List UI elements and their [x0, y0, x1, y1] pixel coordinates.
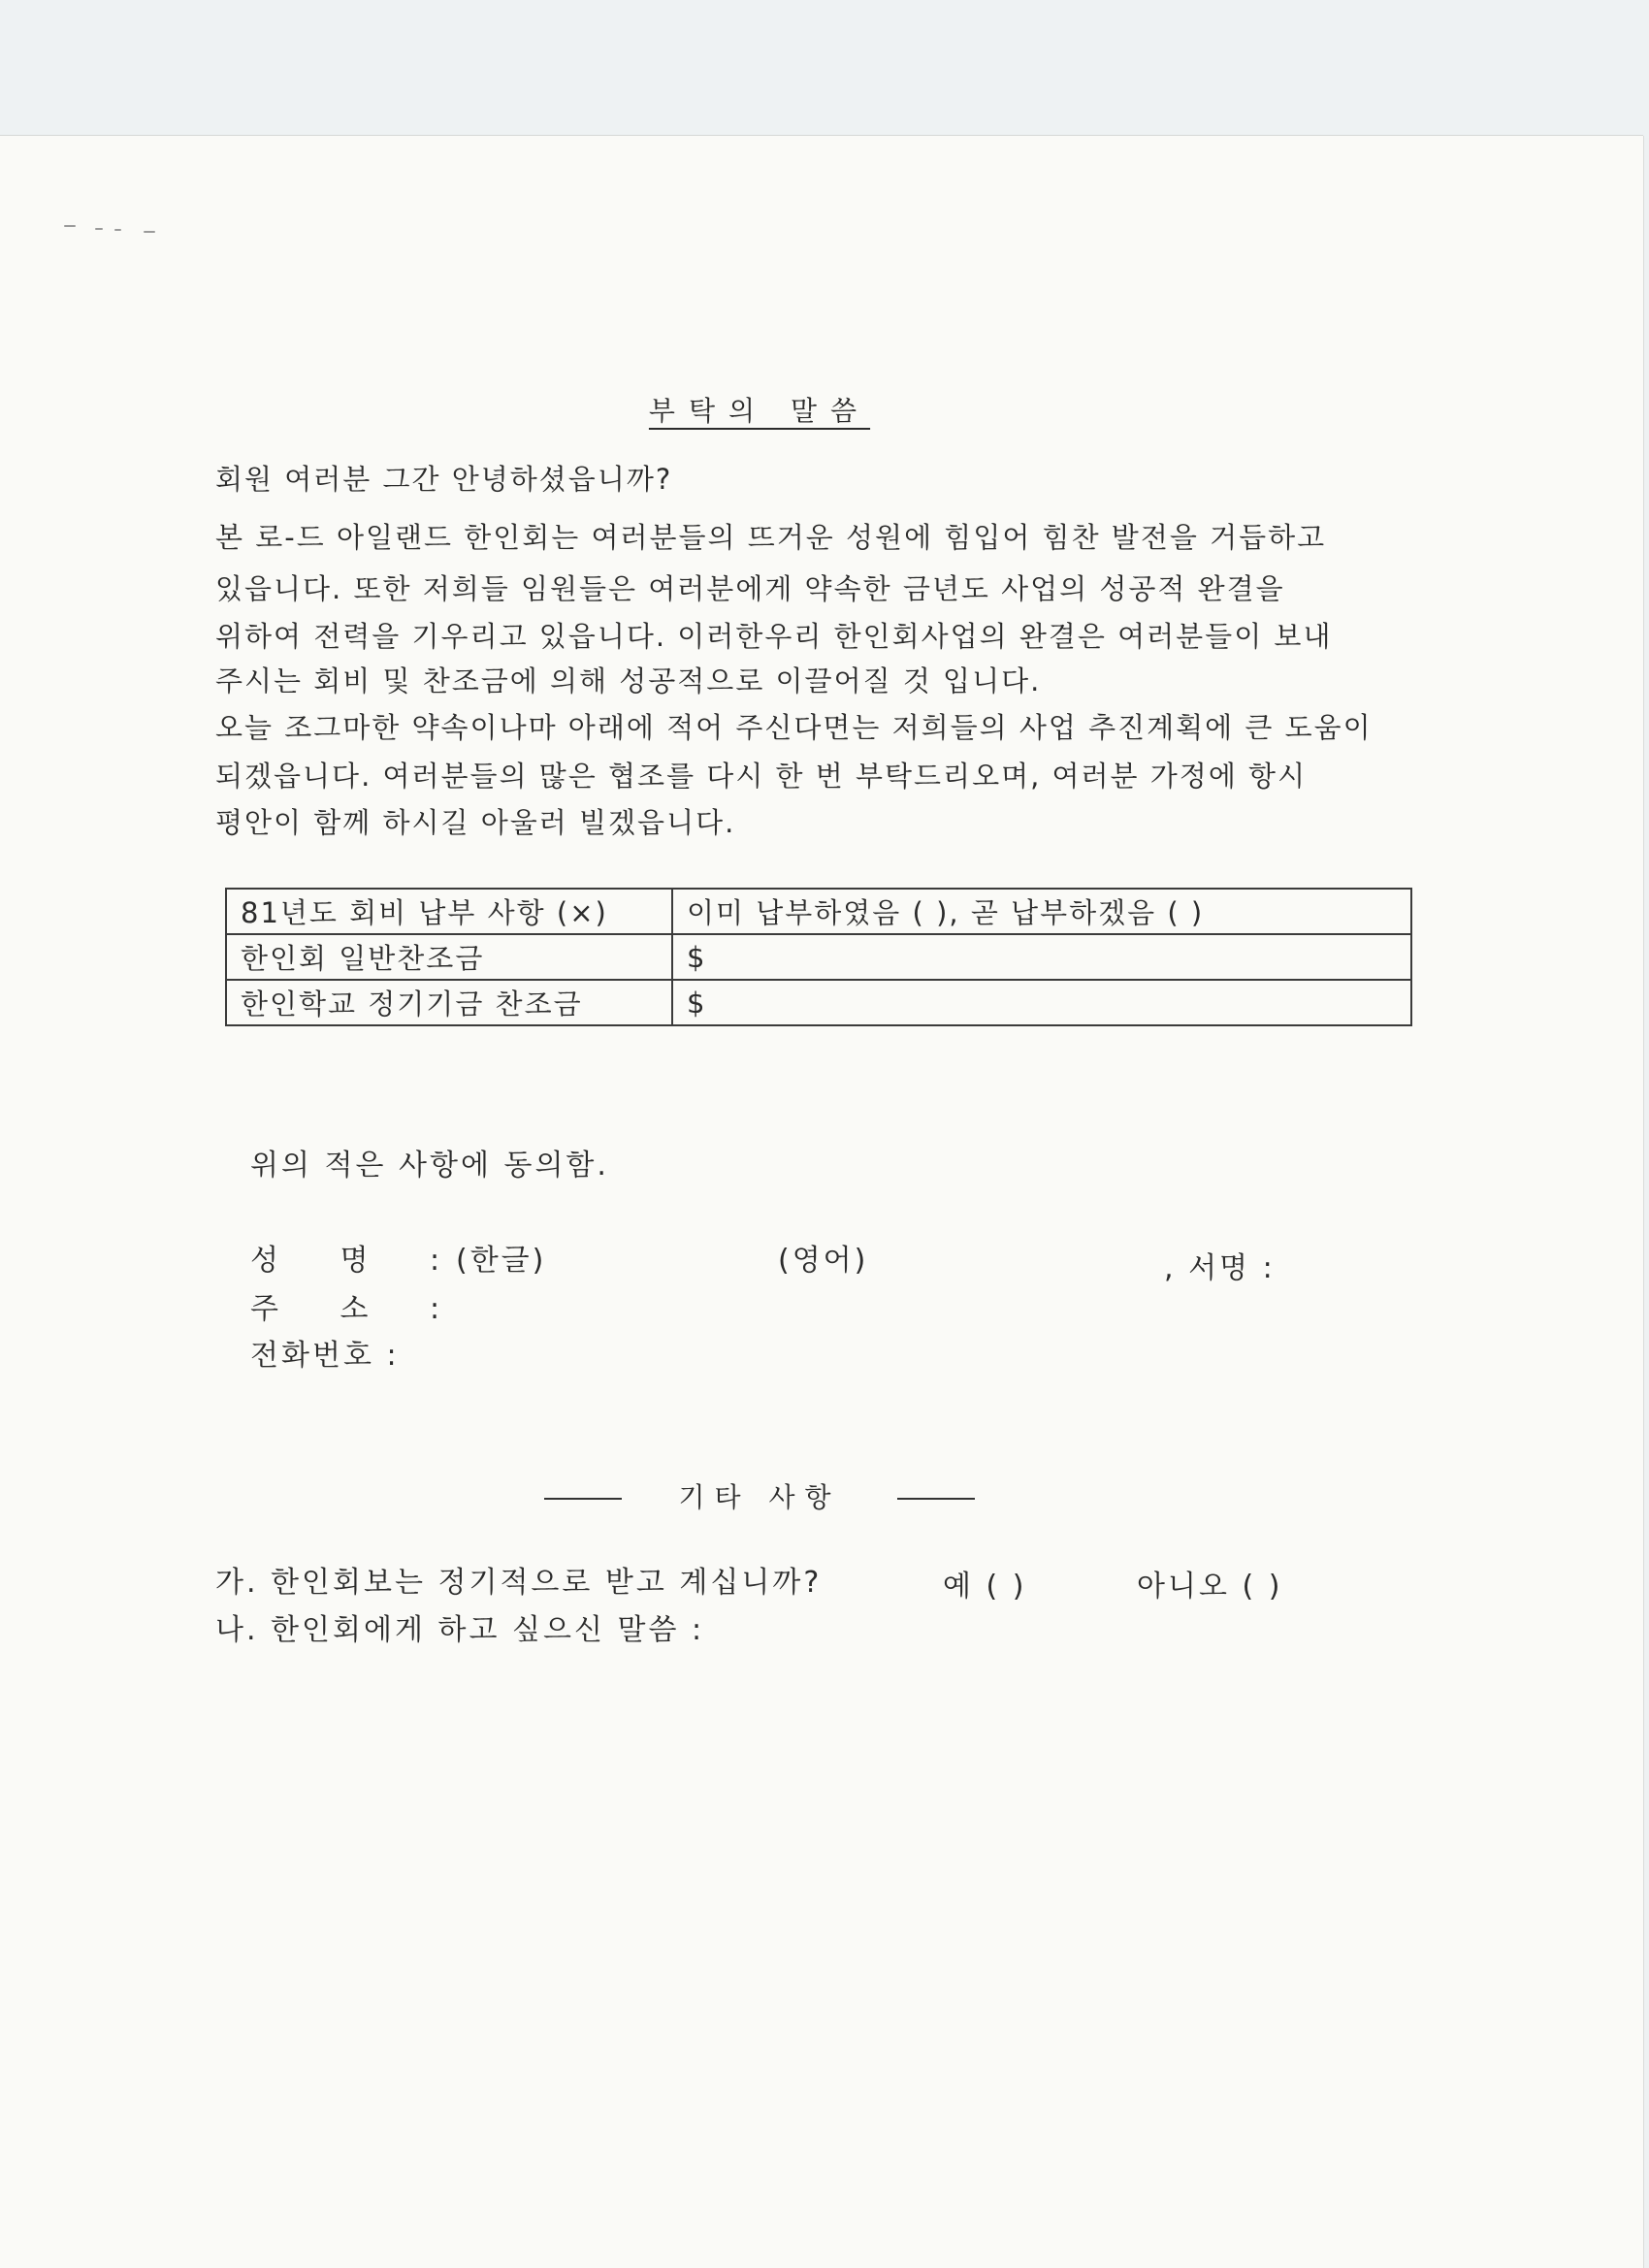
answer-yes-checkbox[interactable]: 예 ( ) [943, 1570, 1027, 1604]
body-line: 평안이 함께 하시길 아울러 빌겠읍니다. [215, 806, 736, 839]
document-title: 부탁의 말씀 [648, 395, 871, 427]
row-label: 한인회 일반찬조금 [226, 934, 672, 980]
row-label: 한인학교 정기기금 찬조금 [226, 980, 672, 1025]
answer-no-checkbox[interactable]: 아니오 ( ) [1137, 1570, 1283, 1604]
address-field[interactable]: 주 소 : [250, 1292, 443, 1326]
body-line: 본 로-드 아일랜드 한인회는 여러분들의 뜨거운 성원에 힘입어 힘찬 발전을 거듭하고 [215, 521, 1327, 554]
document-page [0, 136, 1643, 2268]
payment-status-cell[interactable]: 이미 납부하였음 ( ), 곧 납부하겠음 ( ) [672, 889, 1411, 934]
table-row [226, 980, 1411, 1025]
contribution-table [225, 888, 1412, 1026]
paper-speck [144, 231, 155, 233]
body-line: 있읍니다. 또한 저희들 임원들은 여러분에게 약속한 금년도 사업의 성공적 완결을 [215, 572, 1285, 605]
table-row [226, 934, 1411, 980]
question-message[interactable]: 나. 한인회에게 하고 싶으신 말씀 : [215, 1613, 705, 1647]
name-label: 성 명 : [250, 1244, 443, 1278]
paper-speck [64, 225, 76, 227]
body-line: 주시는 회비 및 찬조금에 의해 성공적으로 이끌어질 것 입니다. [215, 664, 1042, 697]
paper-speck [95, 228, 103, 230]
question-newsletter: 가. 한인회보는 정기적으로 받고 계십니까? [215, 1566, 823, 1600]
paper-speck [114, 229, 121, 231]
name-english-field[interactable]: (영어) [778, 1244, 869, 1278]
agreement-statement: 위의 적은 사항에 동의함. [250, 1149, 609, 1183]
greeting: 회원 여러분 그간 안녕하셨읍니까? [215, 463, 673, 496]
body-line: 되겠읍니다. 여러분들의 많은 협조를 다시 한 번 부탁드리오며, 여러분 가정에 항시 [215, 760, 1308, 793]
phone-field[interactable]: 전화번호 : [250, 1339, 400, 1373]
name-korean-field[interactable]: (한글) [456, 1244, 547, 1278]
row-label: 81년도 회비 납부 사항 (×) [226, 889, 672, 934]
signature-field[interactable]: , 서명 : [1164, 1251, 1276, 1285]
body-line: 오늘 조그마한 약속이나마 아래에 적어 주신다면는 저희들의 사업 추진계획에 큰 도움이 [215, 711, 1373, 744]
school-fund-amount[interactable]: $ [672, 980, 1411, 1025]
table-row [226, 889, 1411, 934]
general-donation-amount[interactable]: $ [672, 934, 1411, 980]
body-line: 위하여 전력을 기우리고 있읍니다. 이러한우리 한인회사업의 완결은 여러분들이 보내 [215, 620, 1333, 653]
heading-rule [544, 1498, 622, 1500]
scanner-background [0, 0, 1649, 138]
other-matters-heading: 기타 사항 [0, 1476, 1519, 1515]
heading-rule [897, 1498, 975, 1500]
